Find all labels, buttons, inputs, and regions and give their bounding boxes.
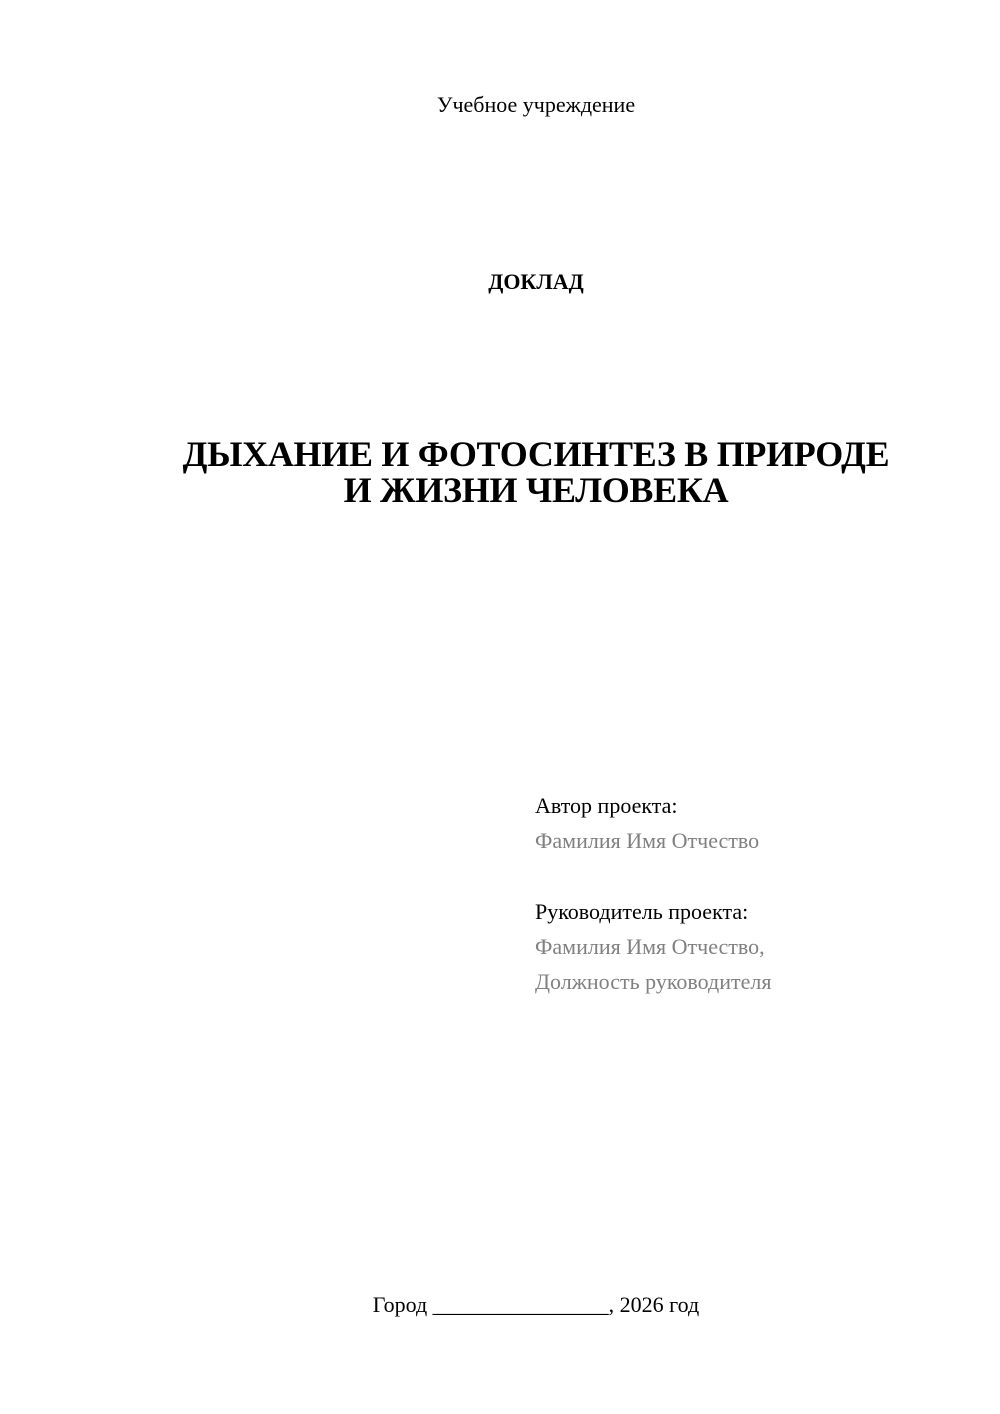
document-title [0,436,1000,508]
author-label: Автор проекта: [535,793,678,818]
supervisor-position: Должность руководителя [535,969,772,994]
institution-name: Учебное учреждение [436,92,636,117]
project-credits [535,788,975,999]
credits-spacer [535,858,975,894]
supervisor-label: Руководитель проекта: [535,899,749,924]
document-type: ДОКЛАД [488,269,584,294]
document-title-line-2: И ЖИЗНИ ЧЕЛОВЕКА [343,470,729,510]
city-year-line: Город ________________, 2026 год [372,1292,700,1317]
supervisor-name: Фамилия Имя Отчество, [535,934,765,959]
document-title-line-1: ДЫХАНИЕ И ФОТОСИНТЕЗ В ПРИРОДЕ [182,434,890,474]
author-name: Фамилия Имя Отчество [535,828,760,853]
